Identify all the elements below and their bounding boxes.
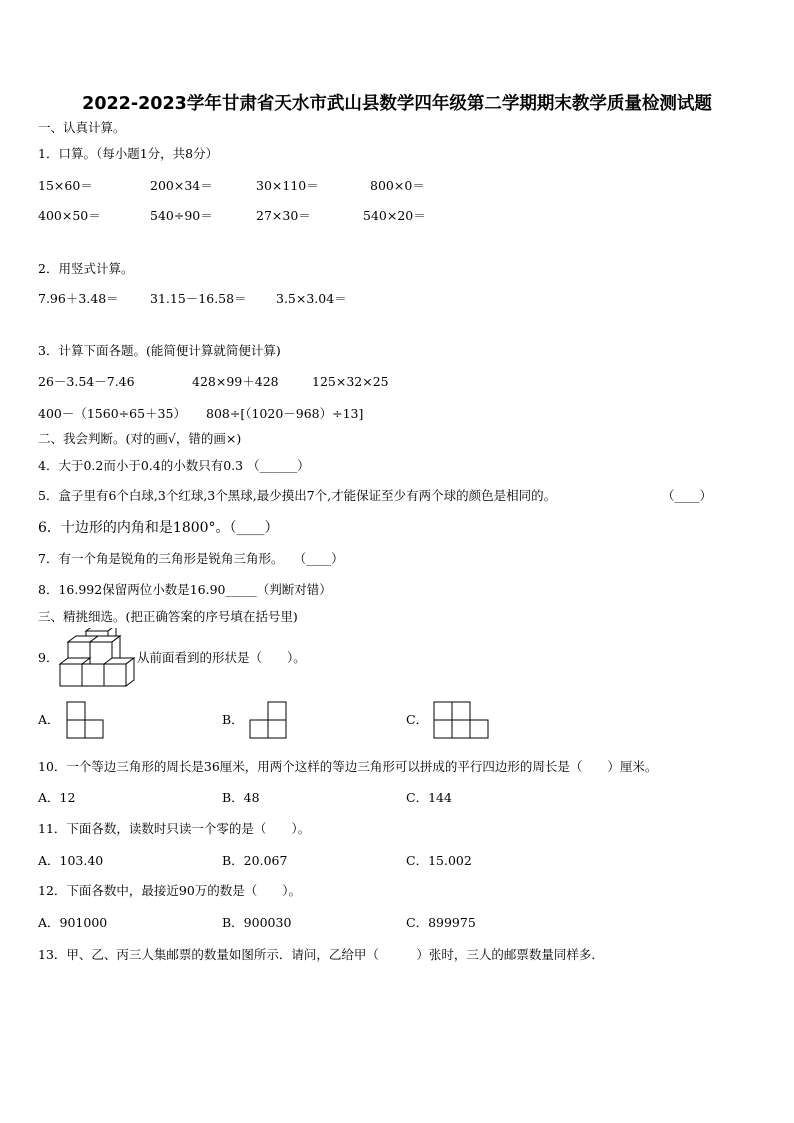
- question-7: 7．有一个角是锐角的三角形是锐角三角形。 （____）: [38, 551, 344, 566]
- q1-item: 30×110＝: [256, 178, 319, 193]
- section-2-heading: 二、我会判断。(对的画√，错的画×): [38, 431, 242, 446]
- option-a[interactable]: A．901000: [38, 915, 108, 930]
- option-c[interactable]: C．: [406, 712, 429, 727]
- q1-item: 800×0＝: [370, 178, 425, 193]
- question-5: 5．盒子里有6个白球,3个红球,3个黑球,最少摸出7个,才能保证至少有两个球的颜色是相同的。: [38, 488, 557, 503]
- question-6: 6．十边形的内角和是1800°。（____）: [38, 520, 279, 536]
- answer-blank[interactable]: （____）: [662, 488, 713, 503]
- question-10: 10．一个等边三角形的周长是36厘米，用两个这样的等边三角形可以拼成的平行四边形的周长是（ ）厘米。: [38, 759, 658, 774]
- q2-item: 7.96＋3.48＝: [38, 291, 119, 306]
- q2-item: 31.15－16.58＝: [150, 291, 247, 306]
- question-9-text: 从前面看到的形状是（ ）。: [137, 650, 306, 665]
- option-c-shape: [433, 701, 489, 739]
- q1-item: 400×50＝: [38, 208, 101, 223]
- q3-item: 808÷[（1020－968）÷13]: [206, 406, 364, 421]
- q1-item: 15×60＝: [38, 178, 93, 193]
- option-a[interactable]: A．103.40: [38, 853, 104, 868]
- question-11: 11．下面各数，读数时只读一个零的是（ ）。: [38, 821, 311, 836]
- q1-label: 1．口算。（每小题1分，共8分）: [38, 146, 219, 161]
- section-1-heading: 一、认真计算。: [38, 120, 126, 135]
- question-9-number: 9．: [38, 650, 59, 665]
- option-b[interactable]: B．20.067: [222, 853, 288, 868]
- cube-stack-figure: [58, 628, 138, 688]
- question-8: 8．16.992保留两位小数是16.90_____（判断对错）: [38, 582, 332, 597]
- q1-item: 200×34＝: [150, 178, 213, 193]
- option-c[interactable]: C．899975: [406, 915, 476, 930]
- section-3-heading: 三、精挑细选。(把正确答案的序号填在括号里): [38, 609, 298, 624]
- question-4: 4．大于0.2而小于0.4的小数只有0.3 （______）: [38, 458, 310, 473]
- q3-item: 26－3.54－7.46: [38, 374, 135, 389]
- question-13: 13．甲、乙、丙三人集邮票的数量如图所示．请问，乙给甲（ ）张时，三人的邮票数量同样多．: [38, 947, 604, 962]
- q2-label: 2．用竖式计算。: [38, 261, 134, 276]
- option-a-shape: [66, 701, 104, 739]
- q3-label: 3．计算下面各题。(能简便计算就简便计算): [38, 343, 281, 358]
- q3-item: 400－（1560÷65＋35）: [38, 406, 186, 421]
- q3-item: 125×32×25: [312, 374, 389, 389]
- option-b-shape: [249, 701, 287, 739]
- option-a[interactable]: A．: [38, 712, 60, 727]
- q1-item: 27×30＝: [256, 208, 311, 223]
- option-a[interactable]: A．12: [38, 790, 76, 805]
- option-b[interactable]: B．48: [222, 790, 260, 805]
- q2-item: 3.5×3.04＝: [276, 291, 347, 306]
- option-c[interactable]: C．15.002: [406, 853, 472, 868]
- page-title: 2022-2023学年甘肃省天水市武山县数学四年级第二学期期末教学质量检测试题: [82, 94, 712, 114]
- option-c[interactable]: C．144: [406, 790, 452, 805]
- option-b[interactable]: B．900030: [222, 915, 292, 930]
- q1-item: 540×20＝: [363, 208, 426, 223]
- option-b[interactable]: B．: [222, 712, 244, 727]
- question-12: 12．下面各数中，最接近90万的数是（ ）。: [38, 883, 302, 898]
- q1-item: 540÷90＝: [150, 208, 213, 223]
- q3-item: 428×99＋428: [192, 374, 279, 389]
